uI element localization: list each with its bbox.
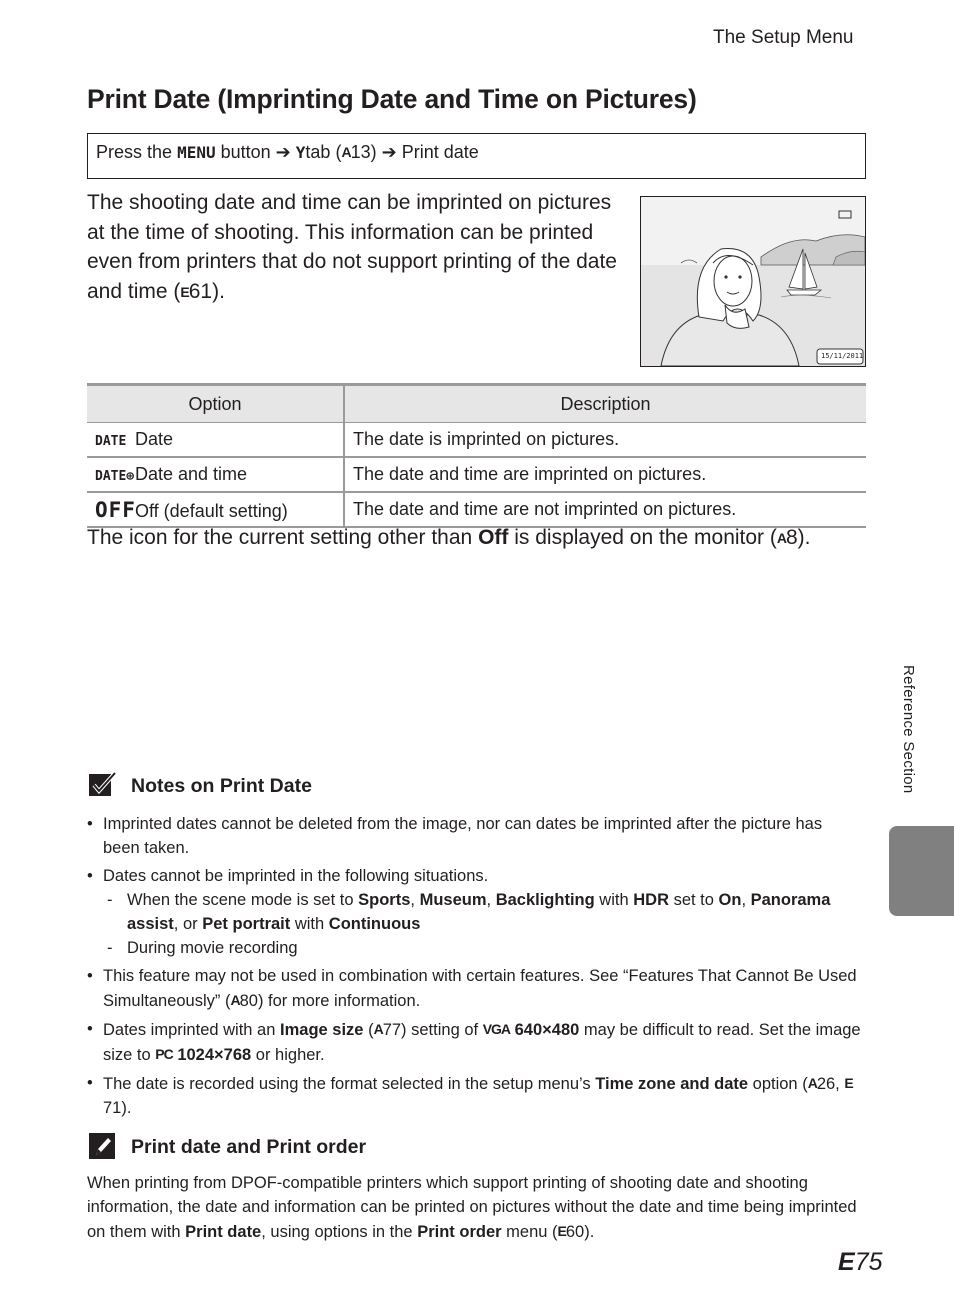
page-ref-icon: A [807, 1075, 817, 1091]
options-table [87, 383, 866, 528]
list-item: • Dates cannot be imprinted in the following situations. - When the scene mode is set to Sports, Museum, Backlighting with HDR set to On, Panorama assist, or Pet portrait with Continuous - During movie recording [87, 864, 862, 960]
sub-list-item: - When the scene mode is set to Sports, Museum, Backlighting with HDR set to On, Panorama assist, or Pet portrait with Continuous [103, 888, 862, 936]
checkmark-note-icon [87, 770, 117, 800]
date-stamp: 15/11/2011 [821, 352, 864, 360]
notes-list [87, 812, 862, 1124]
list-item: • The date is recorded using the format selected in the setup menu’s Time zone and date option (A26, E71). [87, 1071, 862, 1120]
intro-ref-page: 61). [188, 279, 225, 303]
section-tab [889, 826, 954, 916]
nav-prefix: Press the [96, 142, 173, 162]
page-ref-icon: A [341, 144, 351, 160]
date-and-time-icon: DATE⊕ [95, 469, 135, 484]
nav-item: Print date [401, 142, 479, 162]
sub-list-item: - During movie recording [103, 936, 862, 960]
page-ref-icon: A [373, 1021, 383, 1037]
option-label: Off (default setting) [135, 500, 288, 521]
page-title: Print Date (Imprinting Date and Time on Pictures) [87, 84, 697, 114]
nav-ref-page: 13) [350, 142, 377, 162]
list-item: • Imprinted dates cannot be deleted from the image, nor can dates be imprinted after the picture has been taken. [87, 812, 862, 860]
tip-heading: Print date and Print order [131, 1136, 367, 1158]
tip-body: When printing from DPOF-compatible printers which support printing of shooting date and shooting information, the date and information can be printed on pictures without the date and time being imprinted on them with Print date, using options in the Print order menu (E60). [87, 1174, 857, 1241]
side-tab-label: Reference Section [900, 665, 917, 794]
column-header-description: Description [344, 385, 866, 423]
wrench-tab-icon: Y [295, 143, 306, 162]
pc-size-icon: PC [155, 1046, 173, 1062]
reference-section-icon: E [180, 283, 189, 300]
option-description: The date and time are imprinted on pictures. [344, 457, 866, 492]
portrait-illustration [641, 197, 865, 366]
page-ref-icon: A [776, 530, 786, 546]
arrow-right-icon: ➔ [275, 142, 291, 162]
sample-photo [640, 196, 866, 367]
vga-size-icon: VGA [482, 1021, 511, 1037]
list-item: • Dates imprinted with an Image size (A77) setting of VGA 640×480 may be difficult to read. Set the image size to PC 1024×768 or higher. [87, 1017, 862, 1067]
reference-section-icon: E [557, 1223, 566, 1239]
table-row [87, 492, 866, 527]
section-header: The Setup Menu [713, 27, 854, 48]
table-header-row [87, 385, 866, 423]
date-icon: DATE [95, 434, 127, 449]
table-row [87, 423, 866, 458]
pencil-tip-icon [87, 1131, 117, 1161]
table-row [87, 457, 866, 492]
option-description: The date and time are not imprinted on pictures. [344, 492, 866, 527]
list-item: • This feature may not be used in combination with certain features. See “Features That Cannot Be Used Simultaneously” (A80) for more information. [87, 964, 862, 1013]
option-label: Date and time [135, 464, 248, 484]
page-ref-icon: A [230, 992, 240, 1008]
nav-tab-word: tab ( [305, 142, 342, 162]
column-header-option: Option [87, 385, 344, 423]
sub-list [103, 888, 862, 960]
notes-heading: Notes on Print Date [131, 775, 312, 797]
reference-section-icon: E [844, 1075, 853, 1091]
page-number: E75 [838, 1248, 883, 1276]
option-description: The date is imprinted on pictures. [344, 423, 866, 458]
reference-section-icon: E [838, 1248, 855, 1276]
menu-button-icon: MENU [177, 143, 216, 162]
arrow-right-icon: ➔ [381, 142, 397, 162]
intro-text: The shooting date and time can be imprinted on pictures at the time of shooting. This information can be printed even from printers that do not support printing of the date and time ( [87, 191, 617, 303]
navigation-path-box [87, 133, 866, 179]
option-label: Date [135, 429, 174, 449]
intro-paragraph [87, 188, 627, 307]
monitor-note: The icon for the current setting other than Off is displayed on the monitor (A8). [87, 526, 811, 549]
nav-button-word: button [220, 142, 271, 162]
off-icon: OFF [95, 497, 136, 522]
